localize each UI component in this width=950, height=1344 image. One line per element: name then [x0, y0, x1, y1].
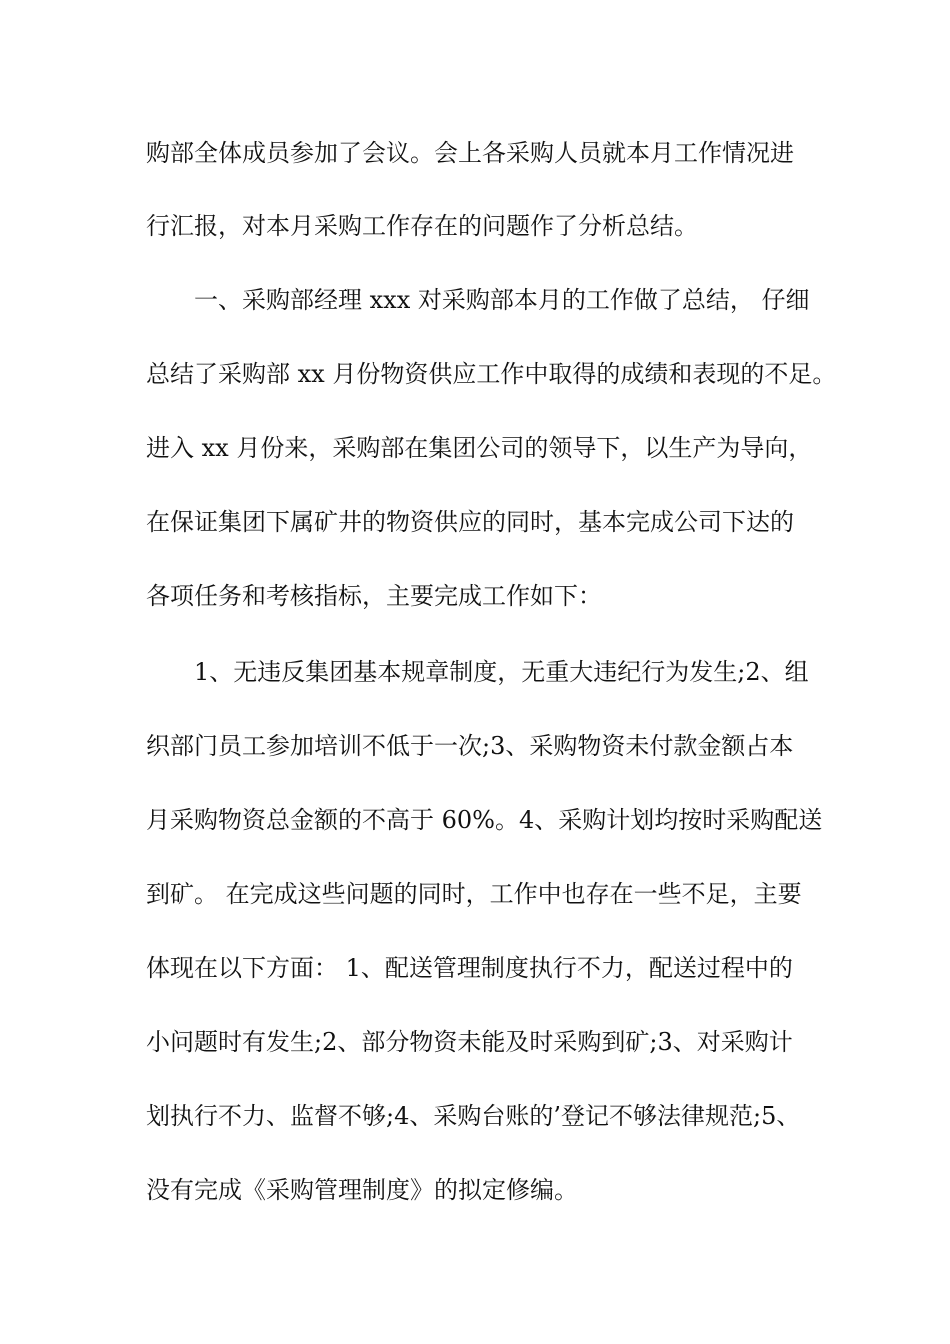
text-line: 织部门员工参加培训不低于一次;3、采购物资未付款金额占本 — [146, 732, 794, 760]
text-line: 没有完成《采购管理制度》的拟定修编。 — [146, 1176, 578, 1204]
text-line: 到矿。 在完成这些问题的同时，工作中也存在一些不足，主要 — [146, 880, 802, 908]
paragraph-start-line: 1、无违反集团基本规章制度，无重大违纪行为发生;2、组 — [194, 658, 809, 686]
text-line: 各项任务和考核指标，主要完成工作如下： — [146, 582, 602, 610]
text-line: 购部全体成员参加了会议。会上各采购人员就本月工作情况进 — [146, 139, 794, 167]
text-line: 划执行不力、监督不够;4、采购台账的’登记不够法律规范;5、 — [146, 1102, 801, 1130]
text-line: 进入 xx 月份来，采购部在集团公司的领导下，以生产为导向， — [146, 434, 813, 462]
text-line: 在保证集团下属矿井的物资供应的同时，基本完成公司下达的 — [146, 508, 794, 536]
text-line: 小问题时有发生;2、部分物资未能及时采购到矿;3、对采购计 — [146, 1028, 793, 1056]
text-line: 行汇报，对本月采购工作存在的问题作了分析总结。 — [146, 212, 698, 240]
text-line: 体现在以下方面： 1、配送管理制度执行不力，配送过程中的 — [146, 954, 793, 982]
text-line: 总结了采购部 xx 月份物资供应工作中取得的成绩和表现的不足。 — [146, 360, 837, 388]
paragraph-start-line: 一、采购部经理 xxx 对采购部本月的工作做了总结， 仔细 — [194, 286, 810, 314]
text-line: 月采购物资总金额的不高于 60%。4、采购计划均按时采购配送 — [146, 806, 823, 834]
